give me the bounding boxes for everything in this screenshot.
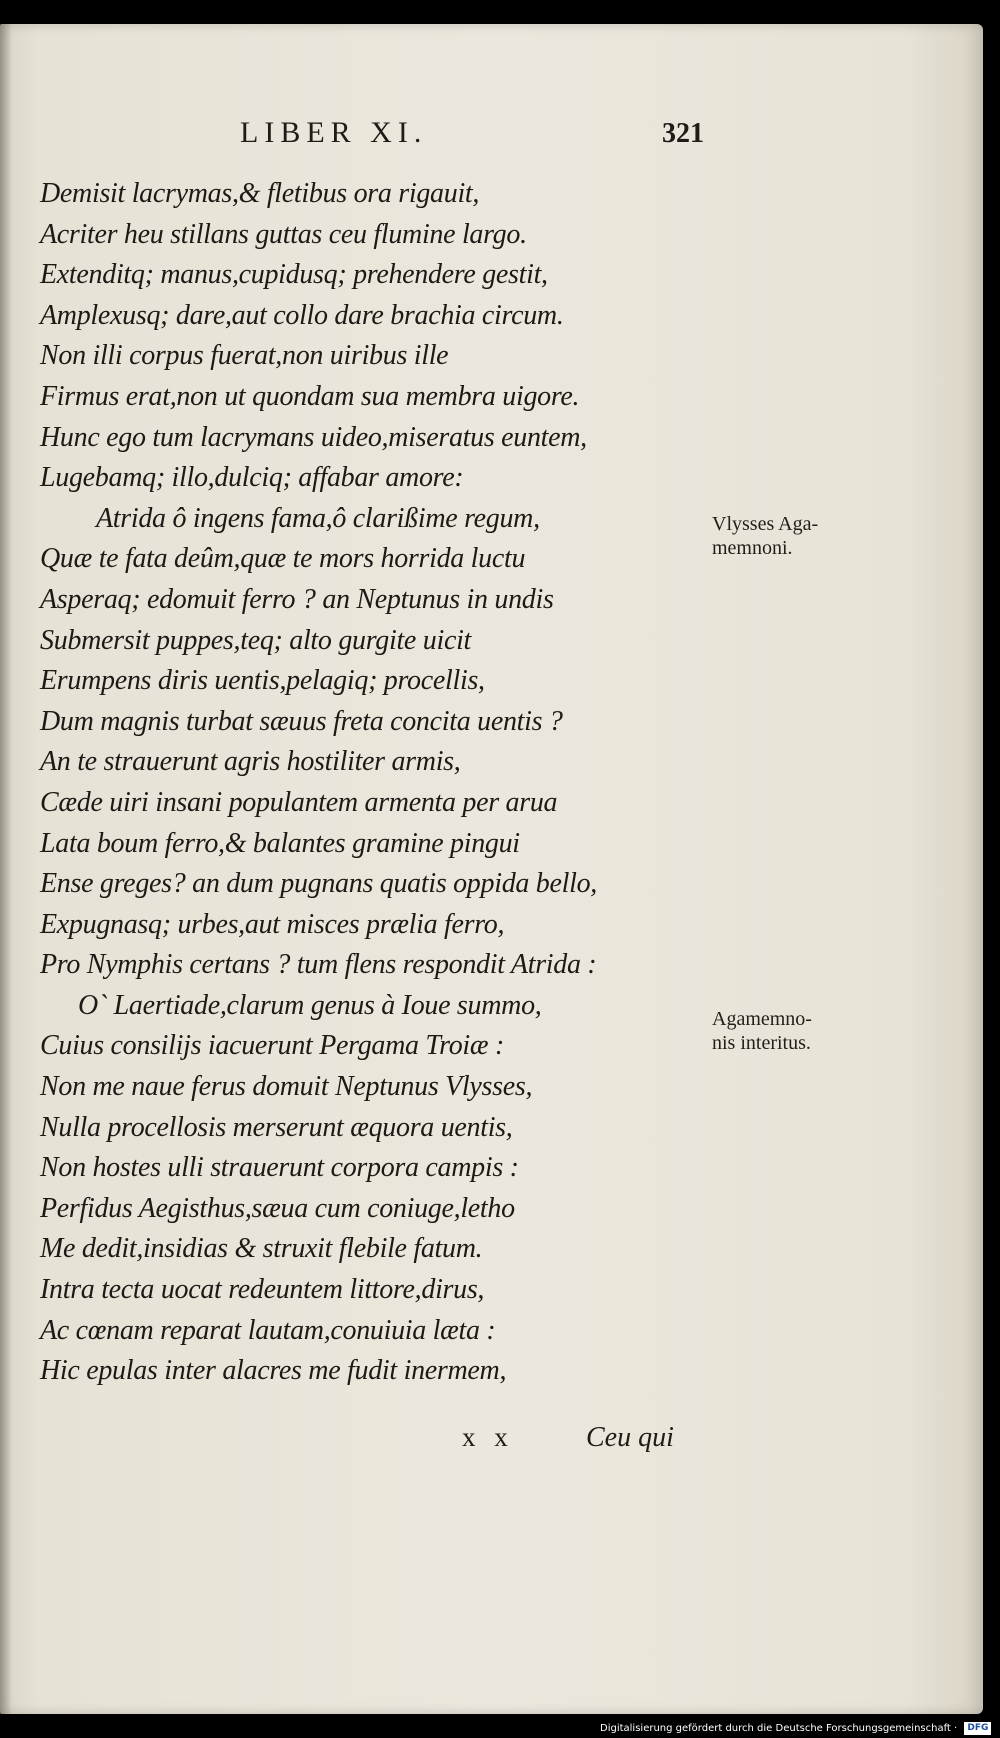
verse-line: Amplexusq; dare,aut collo dare brachia circum. xyxy=(40,299,564,331)
dfg-logo: DFG xyxy=(964,1722,991,1735)
spine-shadow xyxy=(0,24,12,1714)
verse-line: Hic epulas inter alacres me fudit inermem, xyxy=(40,1355,507,1387)
verse-line: Non hostes ulli strauerunt corpora campis : xyxy=(40,1152,519,1184)
verse-line: Ense greges? an dum pugnans quatis oppida bello, xyxy=(40,868,597,900)
verse-line: Acriter heu stillans guttas ceu flumine largo. xyxy=(40,218,527,250)
marginal-note xyxy=(712,1007,852,1055)
verse-line: Atrida ô ingens fama,ô clarißime regum, xyxy=(96,502,540,534)
verse-line: Hunc ego tum lacrymans uideo,miseratus euntem, xyxy=(40,421,587,453)
digitization-credit xyxy=(600,1720,991,1738)
verse-line: Intra tecta uocat redeuntem littore,dirus, xyxy=(40,1274,485,1306)
verse-line: Pro Nymphis certans ? tum flens respondit Atrida : xyxy=(40,949,597,981)
verse-line: An te strauerunt agris hostiliter armis, xyxy=(40,746,461,778)
marginal-note-line: memnoni. xyxy=(712,537,793,559)
verse-line: Submersit puppes,teq; alto gurgite uicit xyxy=(40,624,472,656)
marginal-note-line: Agamemno- xyxy=(712,1008,812,1030)
verse-line: O` Laertiade,clarum genus à Ioue summo, xyxy=(78,989,542,1021)
verse-line: Dum magnis turbat sæuus freta concita uentis ? xyxy=(40,705,563,737)
signature-mark: x x xyxy=(462,1422,514,1452)
marginal-note xyxy=(712,512,852,560)
verse-line: Demisit lacrymas,& fletibus ora rigauit, xyxy=(40,178,480,209)
verse-line: Extenditq; manus,cupidusq; prehendere gestit, xyxy=(40,259,548,291)
verse-line: Asperaq; edomuit ferro ? an Neptunus in undis xyxy=(40,583,554,615)
verse-line: Cuius consilijs iacuerunt Pergama Troiæ : xyxy=(40,1030,504,1062)
folio-number: 321 xyxy=(662,118,704,149)
verse-line: Erumpens diris uentis,pelagiq; procellis, xyxy=(40,665,485,697)
verse-line: Non me naue ferus domuit Neptunus Vlysses, xyxy=(40,1071,533,1103)
verse-line: Ac cœnam reparat lautam,conuiuia læta : xyxy=(40,1314,496,1346)
verse-block xyxy=(40,174,680,1392)
verse-line: Lata boum ferro,& balantes gramine pingui xyxy=(40,827,520,859)
page-footer xyxy=(0,1422,983,1458)
book-page xyxy=(0,24,983,1714)
marginal-note-line: Vlysses Aga- xyxy=(712,513,819,535)
verse-line: Lugebamq; illo,dulciq; affabar amore: xyxy=(40,462,464,494)
catchword: Ceu qui xyxy=(586,1422,674,1453)
verse-line: Nulla procellosis merserunt æquora uentis, xyxy=(40,1111,513,1143)
verse-line: Me dedit,insidias & struxit flebile fatum. xyxy=(40,1233,483,1265)
verse-line: Cæde uiri insani populantem armenta per arua xyxy=(40,786,558,818)
marginal-note-line: nis interitus. xyxy=(712,1032,811,1054)
verse-line: Perfidus Aegisthus,sæua cum coniuge,letho xyxy=(40,1192,515,1224)
running-title: LIBER XI. xyxy=(240,116,428,149)
verse-line: Expugnasq; urbes,aut misces prælia ferro, xyxy=(40,908,505,940)
verse-line: Firmus erat,non ut quondam sua membra uigore. xyxy=(40,380,580,412)
page-header xyxy=(0,116,983,156)
verse-line: Non illi corpus fuerat,non uiribus ille xyxy=(40,340,449,372)
verse-line: Quæ te fata deûm,quæ te mors horrida luctu xyxy=(40,543,526,575)
credit-text: Digitalisierung gefördert durch die Deutsche Forschungsgemeinschaft · xyxy=(600,1723,958,1734)
